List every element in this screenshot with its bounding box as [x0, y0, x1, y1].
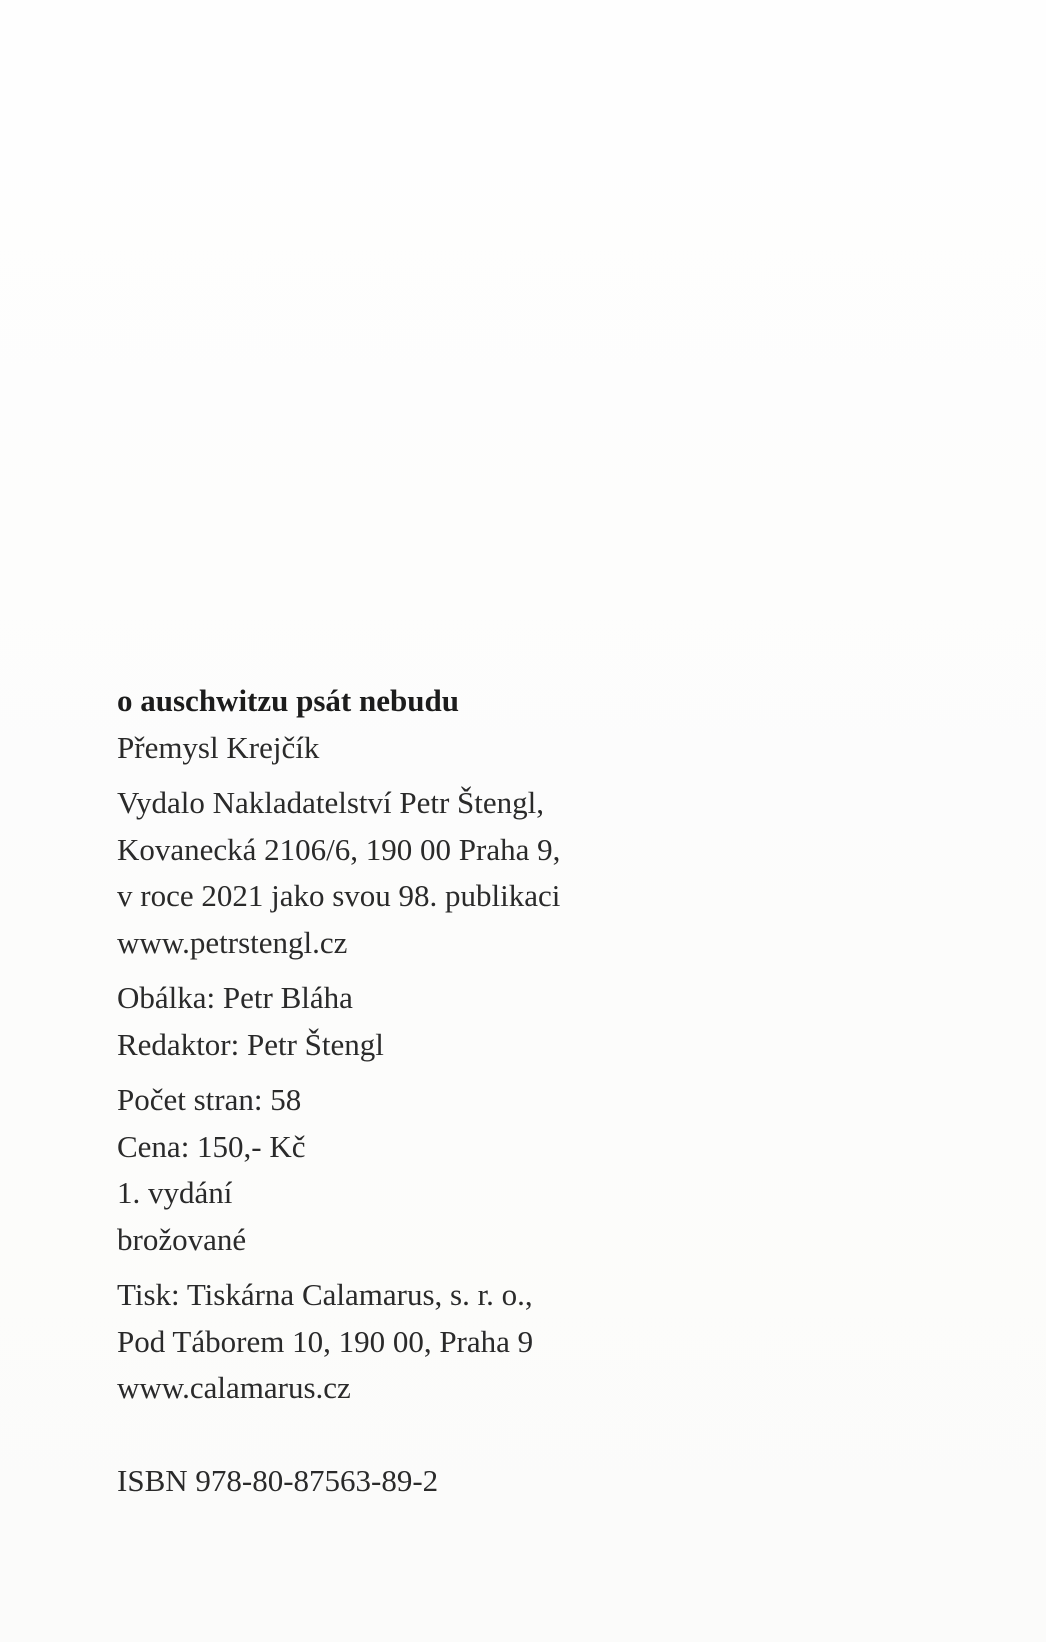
book-info	[117, 678, 877, 771]
isbn: ISBN 978-80-87563-89-2	[117, 1462, 439, 1498]
printer-line-1: Tisk: Tiskárna Calamarus, s. r. o.,	[117, 1277, 533, 1312]
publisher-line-1: Vydalo Nakladatelství Petr Štengl,	[117, 785, 545, 820]
book-title: o auschwitzu psát nebudu	[117, 683, 459, 718]
book-details	[117, 1077, 877, 1263]
price: Cena: 150,- Kč	[117, 1128, 306, 1164]
printer-website: www.calamarus.cz	[117, 1370, 351, 1405]
editor-credit: Redaktor: Petr Štengl	[117, 1026, 384, 1062]
edition: 1. vydání	[117, 1175, 233, 1210]
publisher-website: www.petrstengl.cz	[117, 924, 348, 960]
credits-info	[117, 975, 877, 1068]
printer-info	[117, 1272, 877, 1412]
isbn-block	[117, 1458, 877, 1505]
publisher-info	[117, 780, 877, 966]
page-count: Počet stran: 58	[117, 1082, 302, 1117]
publisher-line-2: Kovanecká 2106/6, 190 00 Praha 9,	[117, 831, 561, 867]
cover-credit: Obálka: Petr Bláha	[117, 980, 353, 1015]
binding: brožované	[117, 1221, 247, 1257]
printer-line-2: Pod Táborem 10, 190 00, Praha 9	[117, 1323, 534, 1359]
book-author: Přemysl Krejčík	[117, 729, 320, 765]
publisher-line-3: v roce 2021 jako svou 98. publikaci	[117, 878, 561, 913]
imprint-block	[117, 678, 877, 1504]
